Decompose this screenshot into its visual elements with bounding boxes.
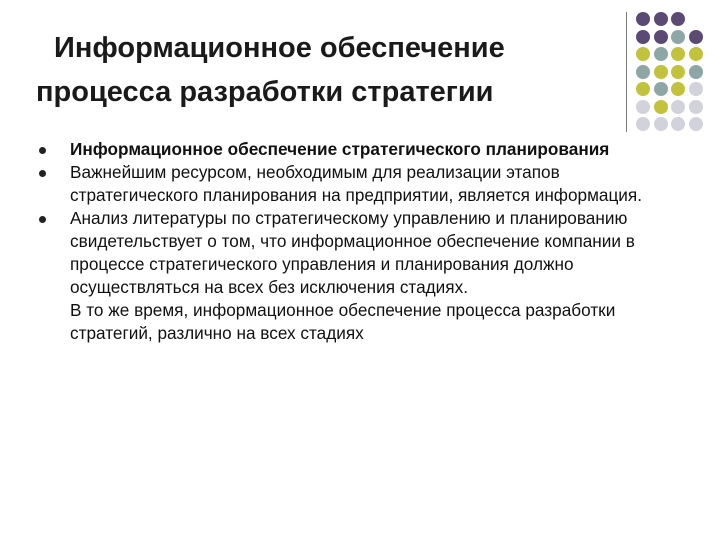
slide-title: [36, 26, 616, 114]
decorative-dot: [654, 65, 668, 79]
decorative-dot: [689, 82, 703, 96]
decorative-dot: [671, 82, 685, 96]
bullet-text: Важнейшим ресурсом, необходимым для реализации этапов стратегического планирования на предприятии, является информация.: [70, 162, 642, 205]
decorative-dot: [636, 65, 650, 79]
decorative-dot: [671, 100, 685, 114]
decorative-dot: [636, 100, 650, 114]
decorative-dot: [636, 117, 650, 131]
decorative-dot: [671, 47, 685, 61]
slide-title-line-1: Информационное обеспечение: [54, 32, 505, 64]
bullet-text: Анализ литературы по стратегическому управлению и планированию свидетельствует о том, что информационное обеспечение компании в процессе стратегического управления и планирования должно осуществляться на всех без исключения стадиях.: [70, 208, 635, 297]
title-divider-line: [626, 12, 627, 132]
decorative-dot: [654, 47, 668, 61]
decorative-dot: [636, 82, 650, 96]
decorative-dot: [654, 117, 668, 131]
decorative-dot: [689, 47, 703, 61]
decorative-dot: [689, 30, 703, 44]
decorative-dot: [636, 47, 650, 61]
slide-content: [36, 138, 686, 345]
decorative-dot: [654, 82, 668, 96]
decorative-dot: [671, 30, 685, 44]
decorative-dot: [654, 12, 668, 26]
decorative-dot: [636, 12, 650, 26]
slide-title-line-2: процесса разработки стратегии: [36, 76, 494, 108]
decorative-dot: [689, 100, 703, 114]
decorative-dot: [689, 65, 703, 79]
decorative-dot-grid: [636, 12, 720, 132]
decorative-dot: [654, 100, 668, 114]
bullet-item-3: [36, 207, 686, 345]
decorative-dot: [671, 117, 685, 131]
decorative-dot: [636, 30, 650, 44]
decorative-dot: [689, 117, 703, 131]
bullet-continuation-text: В то же время, информационное обеспечение процесса разработки стратегий, различно на всех стадиях: [70, 300, 616, 343]
decorative-dot: [671, 65, 685, 79]
decorative-dot: [671, 12, 685, 26]
bullet-dot-icon: [39, 147, 46, 154]
bullet-text: Информационное обеспечение стратегического планирования: [70, 139, 610, 159]
bullet-item-2: [36, 161, 686, 207]
bullet-item-1: [36, 138, 686, 161]
decorative-dot: [654, 30, 668, 44]
bullet-dot-icon: [39, 216, 46, 223]
bullet-list: [36, 138, 686, 345]
bullet-dot-icon: [39, 170, 46, 177]
